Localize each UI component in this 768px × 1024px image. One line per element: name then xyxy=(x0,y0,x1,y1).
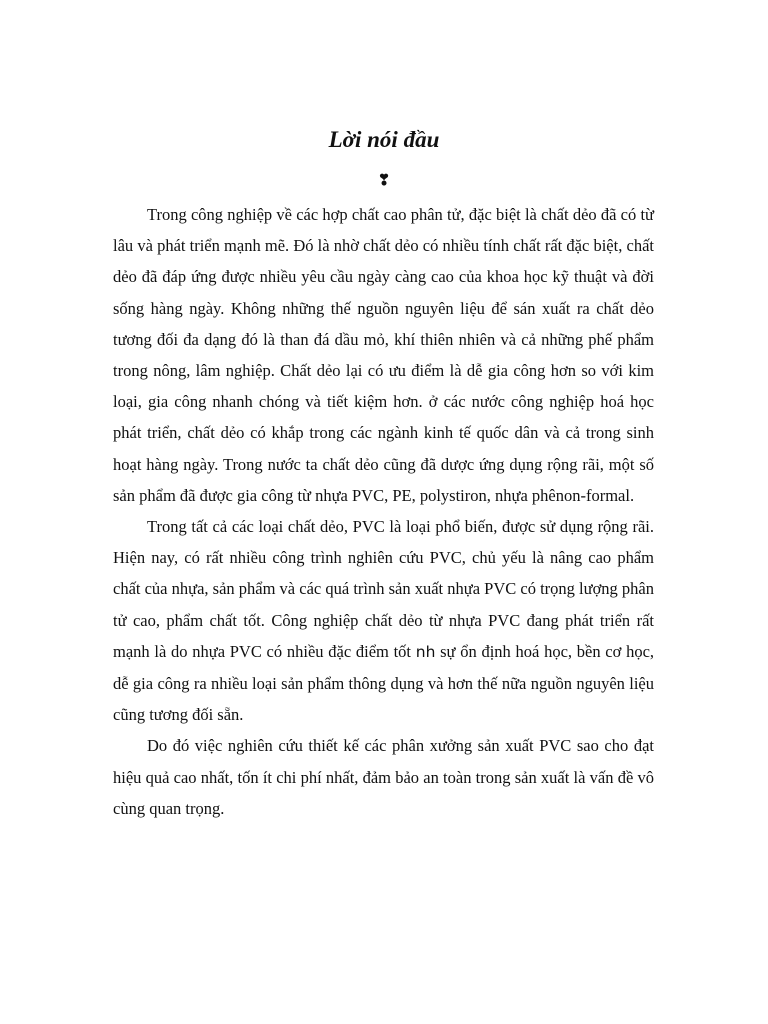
paragraph-3: Do đó việc nghiên cứu thiết kế các phân xưởng sản xuất PVC sao cho đạt hiệu quả cao nhất, tốn ít chi phí nhất, đảm bảo an toàn trong sản xuất là vấn đề vô cùng quan trọng. xyxy=(113,736,654,818)
paragraph-2 xyxy=(113,511,654,730)
heart-ornament-icon: ❣ xyxy=(377,173,391,189)
page-title: Lời nói đầu xyxy=(328,127,440,152)
paragraph-2-text-start: Trong tất cả các loại chất dẻo, PVC là loại phổ biến, được sử dụng rộng rãi. Hiện nay, có rất nhiều công trình nghiên cứu PVC, chủ yếu là nâng cao phẩm chất của nhựa, sản phẩm và các quá trình sản xuất nhựa PVC có trọng lượng phân tử cao, phẩm chất tốt. Công nghiệp chất dẻo từ nhựa PVC đang phát triển rất mạnh là do nhựa PVC có nhiều đặc điểm tốt xyxy=(113,517,654,661)
paragraph-1: Trong công nghiệp về các hợp chất cao phân tử, đặc biệt là chất dẻo đã có từ lâu và phát triển mạnh mẽ. Đó là nhờ chất dẻo có nhiều tính chất rất đặc biệt, chất dẻo đã đáp ứng được nhiều yêu cầu ngày càng cao của khoa học kỹ thuật và đời sống hàng ngày. Không những thế nguồn nguyên liệu để sán xuất ra chất dẻo tương đối đa dạng đó là than đá dầu mỏ, khí thiên nhiên và cả những phế phẩm trong nông, lâm nghiệp. Chất dẻo lại có ưu điểm là dễ gia công hơn so với kim loại, gia công nhanh chóng và tiết kiệm hơn. ở các nước công nghiệp hoá học phát triển, chất dẻo có khắp trong các ngành kinh tế quốc dân và cả trong sinh hoạt hàng ngày. Trong nước ta chất dẻo cũng đã dược ứng dụng rộng rãi, một số sản phẩm đã được gia công từ nhựa PVC, PE, polystiron, nhựa phênon-formal. xyxy=(113,205,654,505)
paragraph-2-sans-fragment: nh xyxy=(415,642,436,661)
document-body xyxy=(113,199,654,824)
paragraph-2-text-end: sự ổn định hoá học, bền cơ học, dễ gia công ra nhiều loại sản phẩm thông dụng và hơn thế nữa nguồn nguyên liệu cũng tương đối sẵn. xyxy=(113,641,655,725)
